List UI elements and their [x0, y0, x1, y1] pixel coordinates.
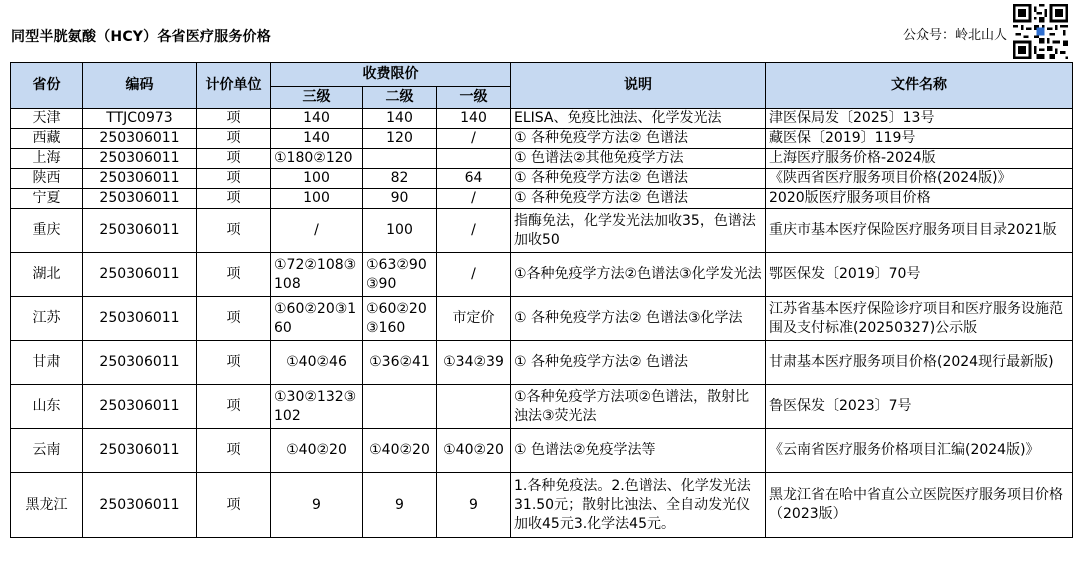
price-level2-cell: ①60②20③160: [363, 297, 437, 341]
province-cell: 湖北: [11, 253, 83, 297]
document-cell: 甘肃基本医疗服务项目价格(2024现行最新版): [766, 341, 1073, 385]
price-level3-cell: 100: [271, 169, 363, 189]
header-notes: 说明: [511, 63, 766, 109]
price-level3-cell: ①40②20: [271, 429, 363, 473]
price-level1-cell: /: [437, 129, 511, 149]
code-cell: 250306011: [83, 429, 197, 473]
unit-cell: 项: [197, 429, 271, 473]
unit-cell: 项: [197, 341, 271, 385]
province-cell: 云南: [11, 429, 83, 473]
province-cell: 甘肃: [11, 341, 83, 385]
price-level1-cell: /: [437, 209, 511, 253]
header-code: 编码: [83, 63, 197, 109]
code-cell: 250306011: [83, 253, 197, 297]
unit-cell: 项: [197, 189, 271, 209]
unit-cell: 项: [197, 253, 271, 297]
province-cell: 宁夏: [11, 189, 83, 209]
code-cell: 250306011: [83, 169, 197, 189]
document-cell: 黑龙江省在哈中省直公立医院医疗服务项目价格（2023版）: [766, 473, 1073, 538]
notes-cell: 指酶免法，化学发光法加收35，色谱法加收50: [511, 209, 766, 253]
unit-cell: 项: [197, 129, 271, 149]
unit-cell: 项: [197, 109, 271, 129]
notes-cell: ① 各种免疫学方法② 色谱法: [511, 129, 766, 149]
notes-cell: ①各种免疫学方法②色谱法③化学发光法: [511, 253, 766, 297]
price-level3-cell: 9: [271, 473, 363, 538]
price-level2-cell: 140: [363, 109, 437, 129]
province-cell: 江苏: [11, 297, 83, 341]
table-row: [11, 341, 1073, 385]
notes-cell: ELISA、免疫比浊法、化学发光法: [511, 109, 766, 129]
notes-cell: ① 色谱法②免疫学法等: [511, 429, 766, 473]
source-label: 公众号：岭北山人: [903, 28, 1008, 43]
price-level2-cell: 90: [363, 189, 437, 209]
notes-cell: 1.各种免疫法。2.色谱法、化学发光法31.50元；散射比浊法、全自动发光仪加收45元3.化学法45元。: [511, 473, 766, 538]
province-cell: 黑龙江: [11, 473, 83, 538]
code-cell: 250306011: [83, 385, 197, 429]
header-price-limit: 收费限价: [271, 63, 511, 87]
table-row: [11, 473, 1073, 538]
header-level3: 三级: [271, 87, 363, 109]
province-cell: 山东: [11, 385, 83, 429]
table-row: [11, 149, 1073, 169]
price-level3-cell: 100: [271, 189, 363, 209]
price-level1-cell: /: [437, 189, 511, 209]
price-level3-cell: ①40②46: [271, 341, 363, 385]
table-row: [11, 385, 1073, 429]
table-row: [11, 429, 1073, 473]
table-row: [11, 209, 1073, 253]
document-cell: 上海医疗服务价格-2024版: [766, 149, 1073, 169]
header-document: 文件名称: [766, 63, 1073, 109]
price-level3-cell: ①72②108③108: [271, 253, 363, 297]
code-cell: 250306011: [83, 297, 197, 341]
unit-cell: 项: [197, 169, 271, 189]
price-level1-cell: [437, 149, 511, 169]
price-level2-cell: [363, 149, 437, 169]
table-row: [11, 297, 1073, 341]
notes-cell: ① 各种免疫学方法② 色谱法: [511, 341, 766, 385]
unit-cell: 项: [197, 385, 271, 429]
table-row: [11, 189, 1073, 209]
price-level1-cell: 市定价: [437, 297, 511, 341]
notes-cell: ① 色谱法②其他免疫学方法: [511, 149, 766, 169]
document-cell: 鲁医保发〔2023〕7号: [766, 385, 1073, 429]
table-row: [11, 129, 1073, 149]
unit-cell: 项: [197, 473, 271, 538]
price-level3-cell: ①180②120: [271, 149, 363, 169]
header-level2: 二级: [363, 87, 437, 109]
header-unit: 计价单位: [197, 63, 271, 109]
province-cell: 天津: [11, 109, 83, 129]
notes-cell: ① 各种免疫学方法② 色谱法: [511, 189, 766, 209]
document-cell: 《云南省医疗服务价格项目汇编(2024版)》: [766, 429, 1073, 473]
qr-code-icon: [1013, 4, 1068, 59]
unit-cell: 项: [197, 149, 271, 169]
document-cell: 鄂医保发〔2019〕70号: [766, 253, 1073, 297]
code-cell: TTJC0973: [83, 109, 197, 129]
price-level2-cell: 9: [363, 473, 437, 538]
price-level3-cell: 140: [271, 109, 363, 129]
document-cell: 藏医保〔2019〕119号: [766, 129, 1073, 149]
document-cell: 2020版医疗服务项目价格: [766, 189, 1073, 209]
document-cell: 江苏省基本医疗保险诊疗项目和医疗服务设施范围及支付标准(20250327)公示版: [766, 297, 1073, 341]
province-cell: 上海: [11, 149, 83, 169]
code-cell: 250306011: [83, 473, 197, 538]
price-level1-cell: ①40②20: [437, 429, 511, 473]
price-level1-cell: 64: [437, 169, 511, 189]
price-level1-cell: ①34②39: [437, 341, 511, 385]
price-level2-cell: ①36②41: [363, 341, 437, 385]
price-level2-cell: ①40②20: [363, 429, 437, 473]
price-table: [10, 62, 1073, 538]
price-level2-cell: 100: [363, 209, 437, 253]
price-level3-cell: ①60②20③160: [271, 297, 363, 341]
table-row: [11, 169, 1073, 189]
notes-cell: ①各种免疫学方法项②色谱法，散射比浊法③荧光法: [511, 385, 766, 429]
header-level1: 一级: [437, 87, 511, 109]
code-cell: 250306011: [83, 129, 197, 149]
notes-cell: ① 各种免疫学方法② 色谱法: [511, 169, 766, 189]
price-level3-cell: 140: [271, 129, 363, 149]
unit-cell: 项: [197, 297, 271, 341]
province-cell: 西藏: [11, 129, 83, 149]
price-level2-cell: 82: [363, 169, 437, 189]
document-cell: 《陕西省医疗服务项目价格(2024版)》: [766, 169, 1073, 189]
price-level3-cell: ①30②132③102: [271, 385, 363, 429]
price-level1-cell: 140: [437, 109, 511, 129]
price-level1-cell: 9: [437, 473, 511, 538]
code-cell: 250306011: [83, 149, 197, 169]
unit-cell: 项: [197, 209, 271, 253]
code-cell: 250306011: [83, 189, 197, 209]
header-province: 省份: [11, 63, 83, 109]
price-level3-cell: /: [271, 209, 363, 253]
price-level1-cell: [437, 385, 511, 429]
province-cell: 陕西: [11, 169, 83, 189]
code-cell: 250306011: [83, 341, 197, 385]
document-cell: 重庆市基本医疗保险医疗服务项目目录2021版: [766, 209, 1073, 253]
price-level2-cell: [363, 385, 437, 429]
code-cell: 250306011: [83, 209, 197, 253]
price-level2-cell: ①63②90③90: [363, 253, 437, 297]
table-row: [11, 253, 1073, 297]
page-title: 同型半胱氨酸（HCY）各省医疗服务价格: [11, 29, 271, 45]
price-level2-cell: 120: [363, 129, 437, 149]
province-cell: 重庆: [11, 209, 83, 253]
notes-cell: ① 各种免疫学方法② 色谱法③化学法: [511, 297, 766, 341]
price-level1-cell: /: [437, 253, 511, 297]
document-cell: 津医保局发〔2025〕13号: [766, 109, 1073, 129]
table-row: [11, 109, 1073, 129]
